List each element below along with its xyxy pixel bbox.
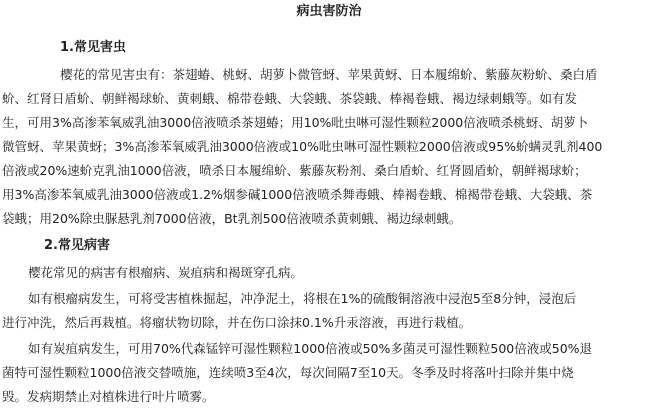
paragraph-line: 樱花常见的病害有根瘤病、炭疽病和褐斑穿孔病。 (28, 265, 304, 280)
paragraph-line: 菌特可湿性颗粒1000倍液交替喷施，连续喷3至4次，每次间隔7至10天。冬季及时将落叶扫除并集中烧 (2, 365, 574, 380)
paragraph-line: 蚧、红肾日盾蚧、朝鲜褐球蚧、黄刺蛾、棉带卷蛾、大袋蛾、茶袋蛾、棒褐卷蛾、褐边绿刺蛾等。如有发 (2, 91, 578, 106)
paragraph-line: 袋蛾；用20%除虫脲悬乳剂7000倍液，Bt乳剂500倍液喷杀黄刺蛾、褐边绿刺蛾。 (2, 211, 462, 226)
paragraph-line: 微管蚜、苹果黄蚜；3%高渗苯氧威乳油3000倍液或10%吡虫啉可湿性颗粒2000倍液或95%蚧螨灵乳剂400 (2, 139, 603, 154)
paragraph-line: 生，可用3%高渗苯氧威乳油3000倍液喷杀茶翅蝽；用10%吡虫啉可湿性颗粒2000倍液喷杀桃蚜、胡萝卜 (2, 115, 589, 130)
paragraph-line: 如有根瘤病发生，可将受害植株掘起，冲净泥土，将根在1%的硫酸铜溶液中浸泡5至8分钟，浸泡后 (28, 291, 577, 306)
paragraph-line: 倍液或20%速蚧克乳油1000倍液，喷杀日本履绵蚧、紫藤灰粉剂、桑白盾蚧、红肾圆盾蚧，朝鲜褐球蚧； (2, 163, 587, 178)
section-heading-diseases: 2.常见病害 (44, 238, 110, 253)
article-title: 病虫害防治 (296, 4, 362, 19)
paragraph-line: 毁。发病期禁止对植株进行叶片喷雾。 (2, 389, 215, 404)
paragraph-line: 樱花的常见害虫有：茶翅蝽、桃蚜、胡萝卜微管蚜、苹果黄蚜、日本履绵蚧、紫藤灰粉蚧、桑白盾 (60, 67, 598, 82)
section-heading-pests: 1.常见害虫 (60, 40, 126, 55)
paragraph-line: 如有炭疽病发生，可用70%代森锰锌可湿性颗粒1000倍液或50%多菌灵可湿性颗粒500倍液或50%退 (28, 341, 593, 356)
paragraph-line: 用3%高渗苯氧威乳油3000倍液或1.2%烟参碱1000倍液喷杀舞毒蛾、棒褐卷蛾、棉褐带卷蛾、大袋蛾、茶 (2, 187, 593, 202)
paragraph-line: 进行冲洗，然后再栽植。将瘤状物切除，并在伤口涂抹0.1%升汞溶液，再进行栽植。 (2, 315, 472, 330)
